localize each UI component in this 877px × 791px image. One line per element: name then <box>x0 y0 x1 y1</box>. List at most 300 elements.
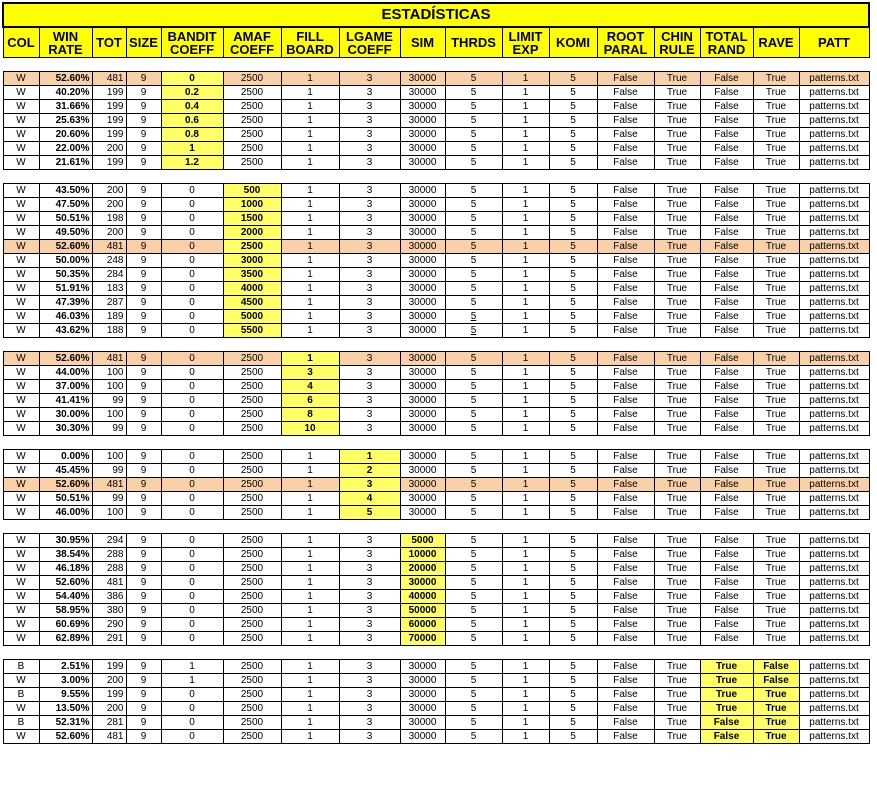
cell-size: 9 <box>126 184 161 198</box>
cell-size: 9 <box>126 296 161 310</box>
cell-sim: 30000 <box>400 296 445 310</box>
cell-amaf-coeff: 2500 <box>223 450 281 464</box>
header-label: AMAF <box>233 28 271 44</box>
cell-size: 9 <box>126 604 161 618</box>
cell-win-rate: 46.03% <box>39 310 92 324</box>
cell-root-paral: False <box>597 366 654 380</box>
cell-patt: patterns.txt <box>799 128 869 142</box>
cell-komi: 5 <box>549 156 597 170</box>
cell-root-paral: False <box>597 142 654 156</box>
cell-sim: 60000 <box>400 618 445 632</box>
cell-amaf-coeff: 2500 <box>223 128 281 142</box>
cell-sim: 30000 <box>400 254 445 268</box>
cell-tot: 199 <box>92 86 126 100</box>
header-label: LGAME <box>346 28 393 44</box>
cell-sim: 30000 <box>400 310 445 324</box>
cell-amaf-coeff: 2500 <box>223 408 281 422</box>
cell-sim: 30000 <box>400 324 445 338</box>
cell-rave: True <box>753 240 799 254</box>
cell-root-paral: False <box>597 562 654 576</box>
cell-chin-rule: True <box>654 310 700 324</box>
cell-win-rate: 22.00% <box>39 142 92 156</box>
cell-komi: 5 <box>549 184 597 198</box>
cell-fill-board: 1 <box>281 142 339 156</box>
cell-komi: 5 <box>549 296 597 310</box>
cell-rave: True <box>753 590 799 604</box>
cell-col: W <box>3 310 39 324</box>
cell-col: W <box>3 590 39 604</box>
cell-patt: patterns.txt <box>799 478 869 492</box>
cell-thrds: 5 <box>445 184 502 198</box>
header-label: RATE <box>48 41 83 57</box>
header-label: THRDS <box>451 35 496 50</box>
cell-komi: 5 <box>549 352 597 366</box>
table-row <box>3 128 869 142</box>
table-row <box>3 296 869 310</box>
cell-thrds: 5 <box>445 86 502 100</box>
cell-total-rand: False <box>700 380 753 394</box>
header-label: BOARD <box>286 41 334 57</box>
cell-total-rand: False <box>700 72 753 86</box>
cell-chin-rule: True <box>654 128 700 142</box>
cell-fill-board: 1 <box>281 254 339 268</box>
cell-tot: 481 <box>92 72 126 86</box>
cell-bandit-coeff: 0 <box>161 198 223 212</box>
cell-root-paral: False <box>597 324 654 338</box>
cell-amaf-coeff: 2500 <box>223 548 281 562</box>
cell-chin-rule: True <box>654 156 700 170</box>
cell-chin-rule: True <box>654 296 700 310</box>
cell-fill-board: 3 <box>281 366 339 380</box>
cell-thrds: 5 <box>445 562 502 576</box>
cell-tot: 200 <box>92 674 126 688</box>
cell-fill-board: 1 <box>281 506 339 520</box>
cell-col: W <box>3 296 39 310</box>
cell-thrds: 5 <box>445 716 502 730</box>
cell-win-rate: 0.00% <box>39 450 92 464</box>
cell-patt: patterns.txt <box>799 268 869 282</box>
cell-tot: 284 <box>92 268 126 282</box>
cell-limit-exp: 1 <box>502 198 549 212</box>
table-row <box>3 730 869 744</box>
cell-komi: 5 <box>549 562 597 576</box>
cell-size: 9 <box>126 492 161 506</box>
cell-lgame-coeff: 1 <box>339 450 400 464</box>
cell-limit-exp: 1 <box>502 394 549 408</box>
cell-rave: True <box>753 422 799 436</box>
cell-limit-exp: 1 <box>502 156 549 170</box>
separator-cell <box>3 520 869 534</box>
cell-lgame-coeff: 3 <box>339 422 400 436</box>
cell-bandit-coeff: 0.8 <box>161 128 223 142</box>
cell-thrds: 5 <box>445 324 502 338</box>
cell-size: 9 <box>126 548 161 562</box>
cell-total-rand: False <box>700 156 753 170</box>
header-label: KOMI <box>556 35 590 50</box>
cell-patt: patterns.txt <box>799 674 869 688</box>
cell-thrds: 5 <box>445 534 502 548</box>
cell-fill-board: 1 <box>281 660 339 674</box>
cell-thrds: 5 <box>445 576 502 590</box>
cell-tot: 189 <box>92 310 126 324</box>
cell-root-paral: False <box>597 268 654 282</box>
cell-size: 9 <box>126 380 161 394</box>
cell-win-rate: 38.54% <box>39 548 92 562</box>
cell-total-rand: False <box>700 128 753 142</box>
cell-tot: 248 <box>92 254 126 268</box>
cell-win-rate: 50.51% <box>39 492 92 506</box>
cell-limit-exp: 1 <box>502 128 549 142</box>
cell-amaf-coeff: 2000 <box>223 226 281 240</box>
table-row <box>3 380 869 394</box>
cell-bandit-coeff: 0 <box>161 366 223 380</box>
header-label: CHIN <box>661 28 693 44</box>
cell-limit-exp: 1 <box>502 450 549 464</box>
cell-thrds: 5 <box>445 422 502 436</box>
cell-col: W <box>3 114 39 128</box>
cell-root-paral: False <box>597 72 654 86</box>
cell-root-paral: False <box>597 128 654 142</box>
header-rave <box>753 27 799 58</box>
cell-bandit-coeff: 0 <box>161 310 223 324</box>
cell-komi: 5 <box>549 702 597 716</box>
cell-col: W <box>3 142 39 156</box>
cell-patt: patterns.txt <box>799 72 869 86</box>
cell-fill-board: 1 <box>281 352 339 366</box>
cell-lgame-coeff: 3 <box>339 660 400 674</box>
cell-thrds: 5 <box>445 604 502 618</box>
cell-lgame-coeff: 3 <box>339 226 400 240</box>
cell-total-rand: False <box>700 408 753 422</box>
cell-rave: False <box>753 674 799 688</box>
cell-amaf-coeff: 2500 <box>223 674 281 688</box>
cell-thrds: 5 <box>445 660 502 674</box>
cell-root-paral: False <box>597 310 654 324</box>
cell-patt: patterns.txt <box>799 240 869 254</box>
cell-win-rate: 43.62% <box>39 324 92 338</box>
cell-total-rand: False <box>700 366 753 380</box>
cell-bandit-coeff: 1 <box>161 674 223 688</box>
group-separator <box>3 520 869 534</box>
cell-fill-board: 1 <box>281 72 339 86</box>
cell-lgame-coeff: 3 <box>339 240 400 254</box>
header-label: COEFF <box>169 41 215 57</box>
cell-win-rate: 50.51% <box>39 212 92 226</box>
cell-limit-exp: 1 <box>502 254 549 268</box>
cell-komi: 5 <box>549 716 597 730</box>
cell-win-rate: 41.41% <box>39 394 92 408</box>
cell-limit-exp: 1 <box>502 604 549 618</box>
cell-sim: 30000 <box>400 128 445 142</box>
cell-thrds: 5 <box>445 114 502 128</box>
cell-fill-board: 1 <box>281 128 339 142</box>
cell-tot: 481 <box>92 576 126 590</box>
cell-thrds: 5 <box>445 394 502 408</box>
cell-sim: 20000 <box>400 562 445 576</box>
cell-bandit-coeff: 0 <box>161 618 223 632</box>
cell-bandit-coeff: 0.6 <box>161 114 223 128</box>
cell-col: W <box>3 72 39 86</box>
cell-chin-rule: True <box>654 198 700 212</box>
sheet-title: ESTADÍSTICAS <box>3 3 869 27</box>
cell-chin-rule: True <box>654 506 700 520</box>
cell-patt: patterns.txt <box>799 688 869 702</box>
cell-win-rate: 37.00% <box>39 380 92 394</box>
cell-win-rate: 54.40% <box>39 590 92 604</box>
cell-root-paral: False <box>597 464 654 478</box>
cell-tot: 199 <box>92 100 126 114</box>
cell-tot: 188 <box>92 324 126 338</box>
cell-lgame-coeff: 3 <box>339 352 400 366</box>
cell-lgame-coeff: 3 <box>339 114 400 128</box>
cell-bandit-coeff: 0 <box>161 254 223 268</box>
cell-amaf-coeff: 2500 <box>223 100 281 114</box>
cell-bandit-coeff: 0 <box>161 632 223 646</box>
cell-thrds: 5 <box>445 282 502 296</box>
cell-komi: 5 <box>549 478 597 492</box>
cell-total-rand: False <box>700 478 753 492</box>
cell-win-rate: 30.95% <box>39 534 92 548</box>
table-row <box>3 604 869 618</box>
cell-lgame-coeff: 5 <box>339 506 400 520</box>
cell-bandit-coeff: 0 <box>161 730 223 744</box>
header-label: RAND <box>707 41 746 57</box>
cell-amaf-coeff: 2500 <box>223 380 281 394</box>
cell-size: 9 <box>126 450 161 464</box>
cell-total-rand: False <box>700 100 753 114</box>
cell-col: W <box>3 464 39 478</box>
cell-bandit-coeff: 0 <box>161 394 223 408</box>
cell-win-rate: 3.00% <box>39 674 92 688</box>
cell-size: 9 <box>126 590 161 604</box>
cell-bandit-coeff: 0 <box>161 534 223 548</box>
cell-total-rand: False <box>700 86 753 100</box>
cell-tot: 99 <box>92 464 126 478</box>
cell-bandit-coeff: 0 <box>161 478 223 492</box>
header-win-rate <box>39 27 92 58</box>
cell-limit-exp: 1 <box>502 618 549 632</box>
cell-limit-exp: 1 <box>502 632 549 646</box>
header-label: COEFF <box>229 41 275 57</box>
table-row <box>3 478 869 492</box>
cell-fill-board: 4 <box>281 380 339 394</box>
cell-size: 9 <box>126 156 161 170</box>
cell-total-rand: False <box>700 590 753 604</box>
cell-komi: 5 <box>549 72 597 86</box>
cell-root-paral: False <box>597 254 654 268</box>
cell-tot: 287 <box>92 296 126 310</box>
cell-sim: 30000 <box>400 268 445 282</box>
cell-sim: 30000 <box>400 478 445 492</box>
cell-size: 9 <box>126 240 161 254</box>
header-label: RAVE <box>758 35 794 50</box>
cell-tot: 290 <box>92 618 126 632</box>
cell-root-paral: False <box>597 716 654 730</box>
header-sim <box>400 27 445 58</box>
cell-patt: patterns.txt <box>799 198 869 212</box>
cell-patt: patterns.txt <box>799 618 869 632</box>
cell-limit-exp: 1 <box>502 352 549 366</box>
cell-chin-rule: True <box>654 282 700 296</box>
cell-size: 9 <box>126 226 161 240</box>
cell-limit-exp: 1 <box>502 226 549 240</box>
cell-win-rate: 46.18% <box>39 562 92 576</box>
cell-bandit-coeff: 0 <box>161 562 223 576</box>
cell-amaf-coeff: 2500 <box>223 478 281 492</box>
cell-limit-exp: 1 <box>502 142 549 156</box>
cell-sim: 30000 <box>400 506 445 520</box>
cell-lgame-coeff: 3 <box>339 576 400 590</box>
table-row <box>3 716 869 730</box>
cell-bandit-coeff: 0 <box>161 282 223 296</box>
cell-lgame-coeff: 3 <box>339 268 400 282</box>
cell-root-paral: False <box>597 618 654 632</box>
cell-rave: True <box>753 576 799 590</box>
cell-win-rate: 25.63% <box>39 114 92 128</box>
cell-patt: patterns.txt <box>799 450 869 464</box>
cell-chin-rule: True <box>654 534 700 548</box>
cell-win-rate: 21.61% <box>39 156 92 170</box>
cell-lgame-coeff: 3 <box>339 380 400 394</box>
cell-total-rand: False <box>700 212 753 226</box>
cell-col: W <box>3 100 39 114</box>
cell-amaf-coeff: 2500 <box>223 590 281 604</box>
cell-col: W <box>3 86 39 100</box>
cell-win-rate: 50.35% <box>39 268 92 282</box>
cell-thrds: 5 <box>445 730 502 744</box>
cell-komi: 5 <box>549 310 597 324</box>
cell-lgame-coeff: 3 <box>339 184 400 198</box>
cell-size: 9 <box>126 562 161 576</box>
cell-chin-rule: True <box>654 212 700 226</box>
cell-komi: 5 <box>549 142 597 156</box>
cell-limit-exp: 1 <box>502 324 549 338</box>
cell-rave: True <box>753 254 799 268</box>
cell-sim: 30000 <box>400 156 445 170</box>
cell-tot: 481 <box>92 478 126 492</box>
cell-rave: True <box>753 114 799 128</box>
cell-sim: 30000 <box>400 100 445 114</box>
cell-rave: True <box>753 716 799 730</box>
cell-rave: True <box>753 324 799 338</box>
cell-size: 9 <box>126 660 161 674</box>
cell-tot: 198 <box>92 212 126 226</box>
cell-limit-exp: 1 <box>502 660 549 674</box>
cell-col: W <box>3 156 39 170</box>
cell-amaf-coeff: 4000 <box>223 282 281 296</box>
cell-root-paral: False <box>597 380 654 394</box>
cell-total-rand: False <box>700 618 753 632</box>
cell-bandit-coeff: 1 <box>161 660 223 674</box>
cell-rave: True <box>753 352 799 366</box>
cell-bandit-coeff: 0 <box>161 212 223 226</box>
cell-col: W <box>3 212 39 226</box>
cell-chin-rule: True <box>654 562 700 576</box>
cell-bandit-coeff: 0 <box>161 324 223 338</box>
cell-bandit-coeff: 0 <box>161 702 223 716</box>
cell-bandit-coeff: 0.4 <box>161 100 223 114</box>
cell-lgame-coeff: 3 <box>339 548 400 562</box>
cell-rave: True <box>753 562 799 576</box>
cell-col: W <box>3 282 39 296</box>
cell-thrds: 5 <box>445 618 502 632</box>
cell-sim: 30000 <box>400 492 445 506</box>
cell-fill-board: 1 <box>281 590 339 604</box>
cell-size: 9 <box>126 352 161 366</box>
cell-total-rand: False <box>700 240 753 254</box>
cell-komi: 5 <box>549 576 597 590</box>
cell-root-paral: False <box>597 240 654 254</box>
cell-root-paral: False <box>597 534 654 548</box>
cell-rave: True <box>753 128 799 142</box>
table-row <box>3 450 869 464</box>
cell-tot: 200 <box>92 702 126 716</box>
cell-tot: 183 <box>92 282 126 296</box>
cell-total-rand: True <box>700 660 753 674</box>
cell-tot: 199 <box>92 156 126 170</box>
cell-rave: True <box>753 702 799 716</box>
cell-lgame-coeff: 3 <box>339 534 400 548</box>
cell-total-rand: False <box>700 142 753 156</box>
cell-lgame-coeff: 3 <box>339 408 400 422</box>
cell-win-rate: 43.50% <box>39 184 92 198</box>
cell-limit-exp: 1 <box>502 296 549 310</box>
cell-fill-board: 1 <box>281 730 339 744</box>
cell-root-paral: False <box>597 198 654 212</box>
cell-bandit-coeff: 0 <box>161 72 223 86</box>
cell-komi: 5 <box>549 268 597 282</box>
header-row <box>3 27 869 58</box>
cell-fill-board: 1 <box>281 240 339 254</box>
cell-patt: patterns.txt <box>799 212 869 226</box>
cell-lgame-coeff: 3 <box>339 478 400 492</box>
cell-col: W <box>3 394 39 408</box>
cell-rave: True <box>753 492 799 506</box>
cell-rave: True <box>753 184 799 198</box>
cell-tot: 100 <box>92 366 126 380</box>
cell-size: 9 <box>126 72 161 86</box>
table-row <box>3 114 869 128</box>
cell-amaf-coeff: 2500 <box>223 352 281 366</box>
cell-amaf-coeff: 2500 <box>223 394 281 408</box>
cell-patt: patterns.txt <box>799 730 869 744</box>
cell-chin-rule: True <box>654 604 700 618</box>
cell-limit-exp: 1 <box>502 534 549 548</box>
table-row <box>3 198 869 212</box>
cell-lgame-coeff: 3 <box>339 618 400 632</box>
cell-chin-rule: True <box>654 142 700 156</box>
cell-bandit-coeff: 0 <box>161 408 223 422</box>
cell-win-rate: 47.50% <box>39 198 92 212</box>
cell-chin-rule: True <box>654 324 700 338</box>
cell-total-rand: False <box>700 604 753 618</box>
cell-lgame-coeff: 3 <box>339 142 400 156</box>
cell-fill-board: 1 <box>281 674 339 688</box>
cell-total-rand: False <box>700 632 753 646</box>
header-label: WIN <box>52 28 79 44</box>
cell-size: 9 <box>126 464 161 478</box>
cell-patt: patterns.txt <box>799 394 869 408</box>
cell-chin-rule: True <box>654 184 700 198</box>
cell-patt: patterns.txt <box>799 464 869 478</box>
cell-patt: patterns.txt <box>799 282 869 296</box>
cell-chin-rule: True <box>654 114 700 128</box>
cell-limit-exp: 1 <box>502 548 549 562</box>
cell-total-rand: False <box>700 352 753 366</box>
cell-komi: 5 <box>549 394 597 408</box>
cell-rave: True <box>753 296 799 310</box>
cell-root-paral: False <box>597 604 654 618</box>
